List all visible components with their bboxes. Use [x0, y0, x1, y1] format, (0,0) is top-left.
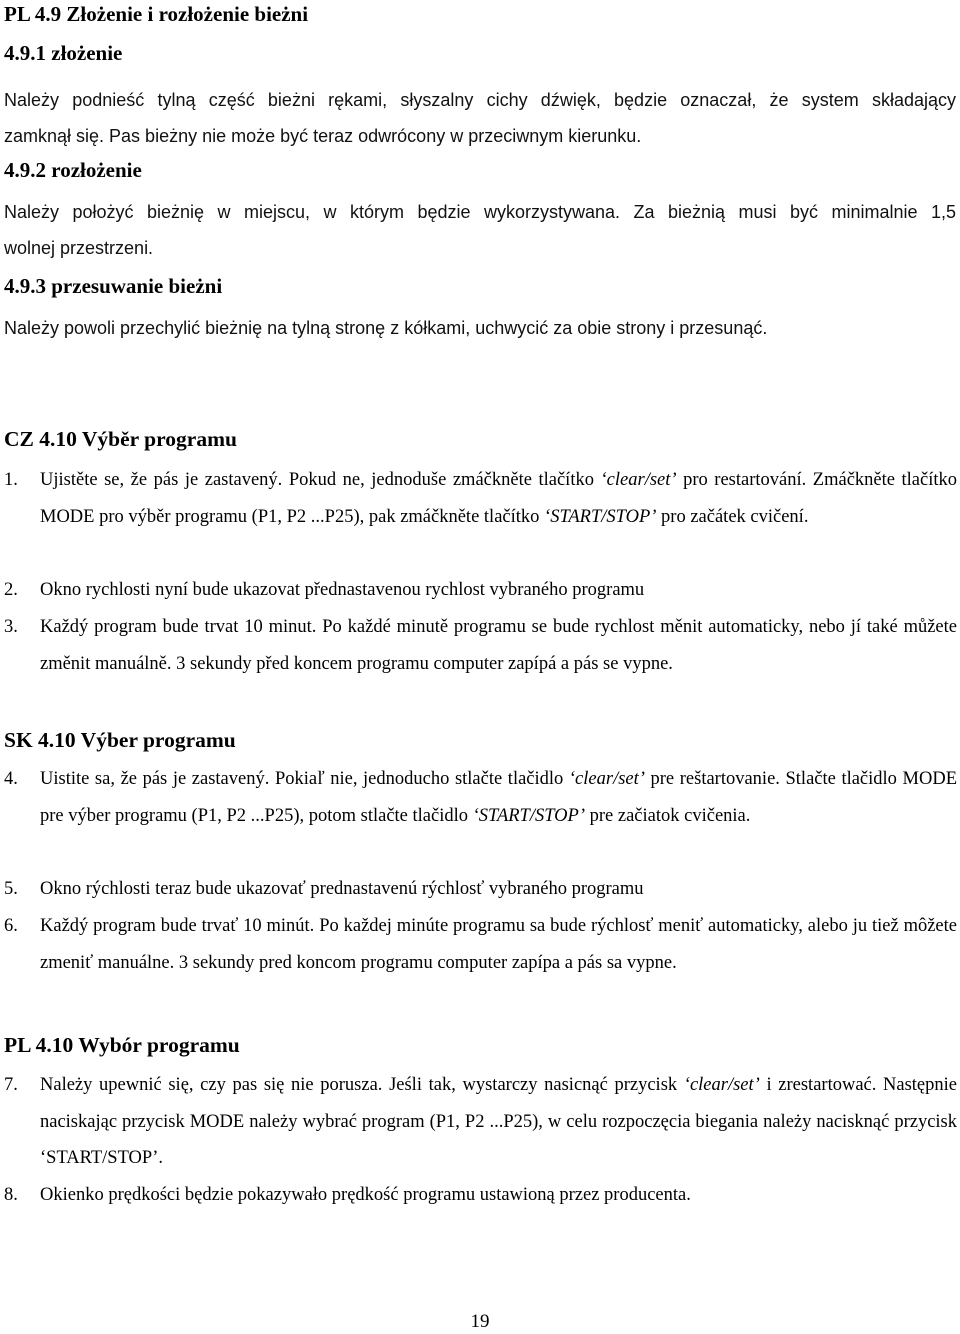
- list-number: 5.: [4, 879, 18, 899]
- subsection-title-4-9-3: 4.9.3 przesuwanie bieżni: [4, 274, 223, 298]
- section-title-sk-4-10: SK 4.10 Výber programu: [4, 728, 236, 752]
- subsection-title-4-9-2: 4.9.2 rozłożenie: [4, 158, 142, 182]
- list-number: 7.: [4, 1075, 18, 1095]
- paragraph-line: zamknął się. Pas bieżny nie może być teraz odwrócony w przeciwnym kierunku.: [4, 126, 642, 146]
- list-item: [4, 1067, 957, 1177]
- list-item: [4, 572, 957, 609]
- list-number: 4.: [4, 769, 18, 789]
- paragraph-line: Należy powoli przechylić bieżnię na tylną stronę z kółkami, uchwycić za obie strony i przesunąć.: [4, 318, 768, 338]
- list-text: Okienko prędkości będzie pokazywało prędkość programu ustawioną przez producenta.: [40, 1185, 691, 1205]
- section-title-pl-4-10: PL 4.10 Wybór programu: [4, 1033, 240, 1057]
- section-title-pl-4-9: PL 4.9 Złożenie i rozłożenie bieżni: [4, 2, 309, 26]
- list-text: Ujistěte se, že pás je zastavený. Pokud ne, jednoduše zmáčkněte tlačítko ‘clear/set’ pro restartování. Zmáčkněte tlačítko MODE pro výběr programu (P1, P2 ...P25), pak zmáčkněte tlačítko ‘START/STOP’ pro začátek cvičení.: [40, 470, 957, 527]
- list-text: Należy upewnić się, czy pas się nie porusza. Jeśli tak, wystarczy nasicnąć przycisk ‘clear/set’ i zrestartować. Następnie naciskając przycisk MODE należy wybrać program (P1, P2 ...P25), w celu rozpoczęcia biegania należy nacisknąć przycisk ‘START/STOP’.: [40, 1075, 957, 1168]
- list-text: Okno rýchlosti teraz bude ukazovať prednastavenú rýchlosť vybraného programu: [40, 879, 644, 899]
- list-text: Každý program bude trvať 10 minút. Po každej minúte programu sa bude rýchlosť meniť automaticky, alebo ju tiež môžete zmeniť manuálne. 3 sekundy pred koncom programu computer zapípa a pás sa vypne.: [40, 916, 957, 973]
- paragraph-4-9-1: [4, 82, 956, 154]
- list-item: [4, 609, 957, 682]
- list-number: 2.: [4, 580, 18, 600]
- paragraph-line: Należy podnieść tylną część bieżni rękami, słyszalny cichy dźwięk, będzie oznaczał, że system składający: [4, 90, 956, 110]
- subsection-title-4-9-1: 4.9.1 złożenie: [4, 41, 123, 65]
- list-item: [4, 908, 957, 981]
- list-number: 3.: [4, 617, 18, 637]
- list-text: Uistite sa, že pás je zastavený. Pokiaľ nie, jednoducho stlačte tlačidlo ‘clear/set’ pre reštartovanie. Stlačte tlačidlo MODE pre výber programu (P1, P2 ...P25), potom stlačte tlačidlo ‘START/STOP’ pre začiatok cvičenia.: [40, 769, 957, 826]
- paragraph-line: Należy położyć bieżnię w miejscu, w którym będzie wykorzystywana. Za bieżnią musi być minimalnie 1,5: [4, 202, 956, 222]
- list-item: [4, 871, 957, 908]
- section-title-cz-4-10: CZ 4.10 Výběr programu: [4, 427, 237, 451]
- list-text: Okno rychlosti nyní bude ukazovat přednastavenou rychlost vybraného programu: [40, 580, 645, 600]
- paragraph-4-9-2: [4, 194, 956, 266]
- list-number: 1.: [4, 470, 18, 490]
- list-text: Každý program bude trvat 10 minut. Po každé minutě programu se bude rychlost měnit automaticky, nebo jí také můžete změnit manuálně. 3 sekundy před koncem programu computer zapípá a pás se vypne.: [40, 617, 957, 674]
- list-number: 6.: [4, 916, 18, 936]
- page-number: 19: [470, 1311, 490, 1332]
- list-item: [4, 761, 957, 834]
- list-item: [4, 462, 957, 535]
- list-number: 8.: [4, 1185, 18, 1205]
- paragraph-line: wolnej przestrzeni.: [4, 238, 154, 258]
- paragraph-4-9-3: [4, 310, 956, 346]
- list-item: [4, 1177, 957, 1214]
